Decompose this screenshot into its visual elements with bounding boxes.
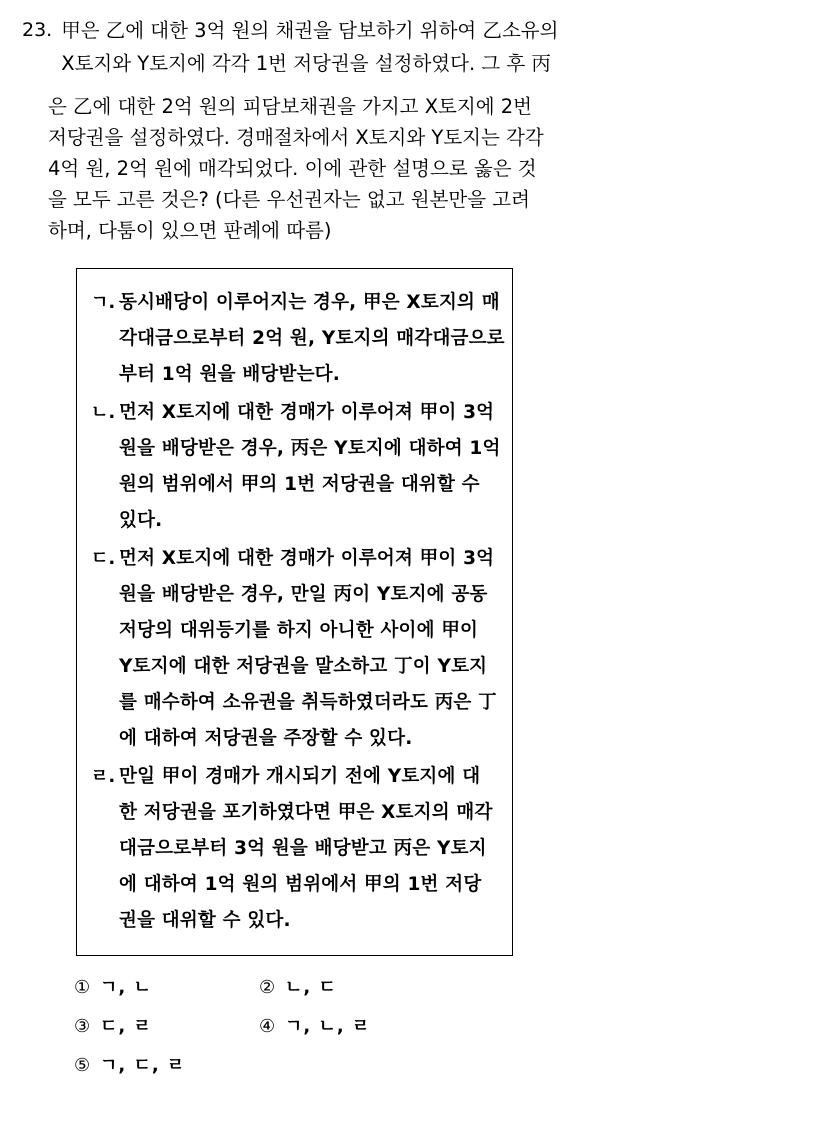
choice-number: ③ [74, 1016, 92, 1037]
choice-label: ㄱ, ㄴ [100, 977, 152, 998]
answer-choices [74, 974, 504, 1080]
statement-text [119, 395, 501, 539]
statement-line: 있다. [119, 510, 163, 531]
statement-line: 대금으로부터 3억 원을 배당받고 丙은 Y토지 [119, 838, 487, 859]
statement-line: 원을 배당받은 경우, 만일 丙이 Y토지에 공동 [119, 584, 488, 605]
statement-line: 에 대하여 1억 원의 범위에서 甲의 1번 저당 [119, 874, 482, 895]
statement-item [91, 759, 500, 939]
choice-option-1[interactable] [74, 974, 259, 1002]
choice-number: ① [74, 977, 92, 998]
choice-option-3[interactable] [74, 1013, 259, 1041]
statement-line: 먼저 X토지에 대한 경매가 이루어져 甲이 3억 [119, 548, 495, 569]
statement-line: 에 대하여 저당권을 주장할 수 있다. [119, 728, 413, 749]
choice-number: ④ [259, 1016, 277, 1037]
choice-option-2[interactable] [259, 974, 337, 1002]
statements-box [76, 268, 513, 956]
statement-text [119, 541, 500, 757]
statement-line: 원을 배당받은 경우, 丙은 Y토지에 대하여 1억 [119, 438, 501, 459]
statement-marker: ㄴ. [91, 402, 116, 423]
question-lead-line: X토지와 Y토지에 각각 1번 저당권을 설정하였다. 그 후 丙 [61, 52, 551, 75]
question-stem [61, 14, 796, 80]
question-body-line: 을 모두 고른 것은? (다른 우선권자는 없고 원본만을 고려 [48, 188, 530, 211]
choice-label: ㄱ, ㄷ, ㄹ [100, 1055, 186, 1076]
statement-line: 동시배당이 이루어지는 경우, 甲은 X토지의 매 [119, 292, 500, 313]
question-lead-line: 甲은 乙에 대한 3억 원의 채권을 담보하기 위하여 乙소유의 [61, 19, 559, 42]
choice-label: ㄷ, ㄹ [100, 1016, 152, 1037]
statement-text [119, 285, 505, 393]
statement-line: 저당의 대위등기를 하지 아니한 사이에 甲이 [119, 620, 479, 641]
statement-marker: ㄹ. [91, 766, 116, 787]
statement-line: 부터 1억 원을 배당받는다. [119, 364, 340, 385]
statement-line: Y토지에 대한 저당권을 말소하고 丁이 Y토지 [119, 656, 488, 677]
choice-number: ⑤ [74, 1055, 92, 1076]
choice-label: ㄴ, ㄷ [285, 977, 337, 998]
question-body-line: 저당권을 설정하였다. 경매절차에서 X토지와 Y토지는 각각 [48, 126, 544, 149]
statement-line: 한 저당권을 포기하였다면 甲은 X토지의 매각 [119, 802, 493, 823]
choice-option-5[interactable] [74, 1052, 259, 1080]
statement-marker: ㄱ. [91, 292, 116, 313]
statement-line: 원의 범위에서 甲의 1번 저당권을 대위할 수 [119, 474, 480, 495]
statement-line: 권을 대위할 수 있다. [119, 910, 291, 931]
statement-text [119, 759, 500, 939]
choice-label: ㄱ, ㄴ, ㄹ [285, 1016, 371, 1037]
choice-row [74, 1052, 504, 1080]
question-number: 23. [22, 19, 53, 41]
choice-row [74, 1013, 504, 1041]
question-block [22, 14, 796, 80]
question-body-line: 하며, 다툼이 있으면 판례에 따름) [48, 219, 332, 242]
choice-row [74, 974, 504, 1002]
statement-line: 먼저 X토지에 대한 경매가 이루어져 甲이 3억 [119, 402, 495, 423]
statement-marker: ㄷ. [91, 548, 116, 569]
choice-number: ② [259, 977, 277, 998]
statement-line: 만일 甲이 경매가 개시되기 전에 Y토지에 대 [119, 766, 481, 787]
statement-line: 를 매수하여 소유권을 취득하였더라도 丙은 丁 [119, 692, 497, 713]
question-body-line: 4억 원, 2억 원에 매각되었다. 이에 관한 설명으로 옳은 것 [48, 157, 537, 180]
statement-item [91, 395, 500, 539]
statement-line: 각대금으로부터 2억 원, Y토지의 매각대금으로 [119, 328, 505, 349]
question-body [22, 91, 796, 246]
choice-option-4[interactable] [259, 1013, 370, 1041]
statement-item [91, 285, 505, 393]
question-body-line: 은 乙에 대한 2억 원의 피담보채권을 가지고 X토지에 2번 [48, 95, 532, 118]
statement-item [91, 541, 500, 757]
